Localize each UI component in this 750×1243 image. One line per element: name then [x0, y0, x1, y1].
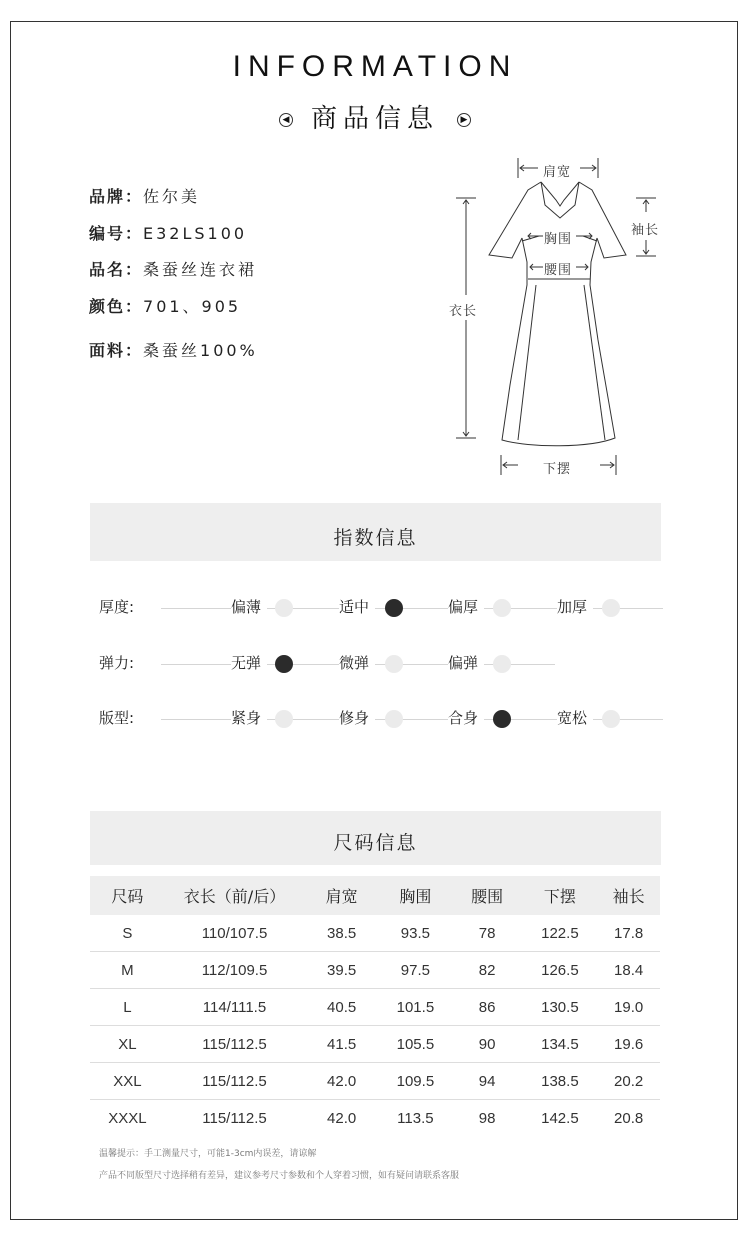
table-cell: 122.5	[523, 915, 598, 952]
info-color	[89, 294, 241, 317]
table-cell: 93.5	[379, 915, 452, 952]
size-table	[90, 876, 660, 1136]
table-cell: 115/112.5	[202, 1109, 267, 1127]
size-header	[90, 811, 661, 865]
table-row	[90, 952, 660, 989]
option-dot-selected[interactable]	[385, 599, 403, 617]
table-cell: 78	[452, 915, 523, 952]
table-row	[90, 1026, 660, 1063]
column-header: 胸围	[379, 876, 452, 915]
info-label: 面料：	[89, 341, 144, 360]
label-shoulder: 肩宽	[543, 165, 572, 180]
option-label: 宽松	[557, 707, 593, 728]
table-cell: 39.5	[304, 952, 379, 989]
index-header	[90, 503, 661, 561]
info-label: 颜色：	[89, 297, 144, 316]
table-cell: 38.5	[304, 915, 379, 952]
info-value: E32LS100	[143, 224, 248, 243]
label-length: 衣长	[449, 304, 478, 319]
option-label: 适中	[339, 596, 375, 617]
table-cell: 115/112.5	[165, 1026, 304, 1063]
table-cell: L	[90, 989, 165, 1026]
option-label: 偏薄	[231, 596, 267, 617]
table-cell: M	[90, 952, 165, 989]
info-code	[89, 221, 247, 244]
option-dot[interactable]	[275, 599, 293, 617]
label-sleeve: 袖长	[631, 223, 660, 238]
table-cell: 115/112.5	[165, 1063, 304, 1100]
table-cell: 20.8	[614, 1109, 644, 1127]
table-cell: 82	[452, 952, 523, 989]
table-cell: 94	[452, 1063, 523, 1100]
title-chinese-text: 商品信息	[310, 104, 439, 134]
index-title: 指数信息	[333, 527, 418, 549]
size-table-header-row	[90, 876, 660, 915]
index-row-elasticity	[99, 652, 663, 676]
option-dot[interactable]	[385, 655, 403, 673]
index-row-fit	[99, 707, 663, 731]
table-cell: 130.5	[523, 989, 598, 1026]
table-cell: 126.5	[523, 952, 598, 989]
info-label: 品牌：	[89, 187, 144, 206]
option-label: 偏弹	[448, 652, 484, 673]
label-hem: 下摆	[543, 462, 572, 477]
right-arrow-icon: ▶	[457, 113, 471, 127]
option-dot[interactable]	[602, 710, 620, 728]
index-label: 版型:	[99, 709, 135, 727]
table-row	[90, 1100, 660, 1137]
table-cell: 86	[452, 989, 523, 1026]
table-cell: 105.5	[379, 1026, 452, 1063]
column-header: 衣长（前/后）	[165, 876, 304, 915]
index-row-thickness	[99, 596, 663, 620]
note-line-2: 产品不同版型尺寸选择稍有差异，建议参考尺寸参数和个人穿着习惯，如有疑问请联系客服	[99, 1171, 460, 1181]
option-dot-selected[interactable]	[493, 710, 511, 728]
table-cell: 112/109.5	[165, 952, 304, 989]
info-value: 桑蚕丝100%	[143, 341, 258, 360]
label-waist: 腰围	[544, 259, 572, 278]
option-dot-selected[interactable]	[275, 655, 293, 673]
option-label: 修身	[339, 707, 375, 728]
table-cell: 90	[452, 1026, 523, 1063]
column-header: 袖长	[597, 876, 660, 915]
title-english: INFORMATION	[232, 50, 518, 83]
column-header: 尺码	[90, 876, 165, 915]
table-cell: 110/107.5	[165, 915, 304, 952]
table-cell: 42.0	[327, 1109, 357, 1127]
option-dot[interactable]	[275, 710, 293, 728]
option-dot[interactable]	[493, 655, 511, 673]
option-label: 无弹	[231, 652, 267, 673]
column-header: 下摆	[523, 876, 598, 915]
table-cell: 18.4	[597, 952, 660, 989]
option-label: 紧身	[231, 707, 267, 728]
option-label: 合身	[448, 707, 484, 728]
table-cell: 109.5	[379, 1063, 452, 1100]
index-label: 厚度:	[99, 598, 135, 616]
info-name	[89, 257, 257, 280]
table-cell: 113.5	[397, 1109, 434, 1127]
table-cell: 114/111.5	[165, 989, 304, 1026]
title-chinese	[0, 98, 750, 135]
table-row	[90, 1063, 660, 1100]
info-label: 编号：	[89, 224, 144, 243]
table-cell: XXL	[90, 1063, 165, 1100]
left-arrow-icon: ◀	[279, 113, 293, 127]
column-header: 腰围	[452, 876, 523, 915]
table-cell: 17.8	[597, 915, 660, 952]
column-header: 肩宽	[304, 876, 379, 915]
index-label: 弹力:	[99, 654, 135, 672]
note-line-1: 温馨提示：手工测量尺寸，可能1-3cm内误差，请谅解	[99, 1149, 317, 1159]
table-cell: 20.2	[597, 1063, 660, 1100]
table-cell: XXXL	[108, 1109, 147, 1127]
option-dot[interactable]	[602, 599, 620, 617]
table-cell: 134.5	[523, 1026, 598, 1063]
info-value: 桑蚕丝连衣裙	[143, 260, 258, 279]
option-label: 微弹	[339, 652, 375, 673]
table-cell: 40.5	[304, 989, 379, 1026]
option-dot[interactable]	[385, 710, 403, 728]
table-cell: 41.5	[304, 1026, 379, 1063]
table-cell: 98	[478, 1109, 496, 1127]
table-cell: S	[90, 915, 165, 952]
table-cell: 42.0	[304, 1063, 379, 1100]
table-cell: XL	[90, 1026, 165, 1063]
table-cell: 142.5	[541, 1109, 579, 1127]
info-value: 701、905	[143, 297, 242, 316]
info-label: 品名：	[89, 260, 144, 279]
option-dot[interactable]	[493, 599, 511, 617]
info-value: 佐尔美	[143, 187, 201, 206]
option-label: 偏厚	[448, 596, 484, 617]
info-brand	[89, 184, 200, 207]
table-cell: 101.5	[379, 989, 452, 1026]
info-fabric	[89, 338, 258, 361]
table-cell: 19.6	[597, 1026, 660, 1063]
table-cell: 97.5	[379, 952, 452, 989]
table-cell: 19.0	[597, 989, 660, 1026]
size-title: 尺码信息	[333, 832, 418, 854]
label-chest: 胸围	[544, 228, 572, 247]
table-row	[90, 915, 660, 952]
option-label: 加厚	[557, 596, 593, 617]
table-cell: 138.5	[523, 1063, 598, 1100]
table-row	[90, 989, 660, 1026]
